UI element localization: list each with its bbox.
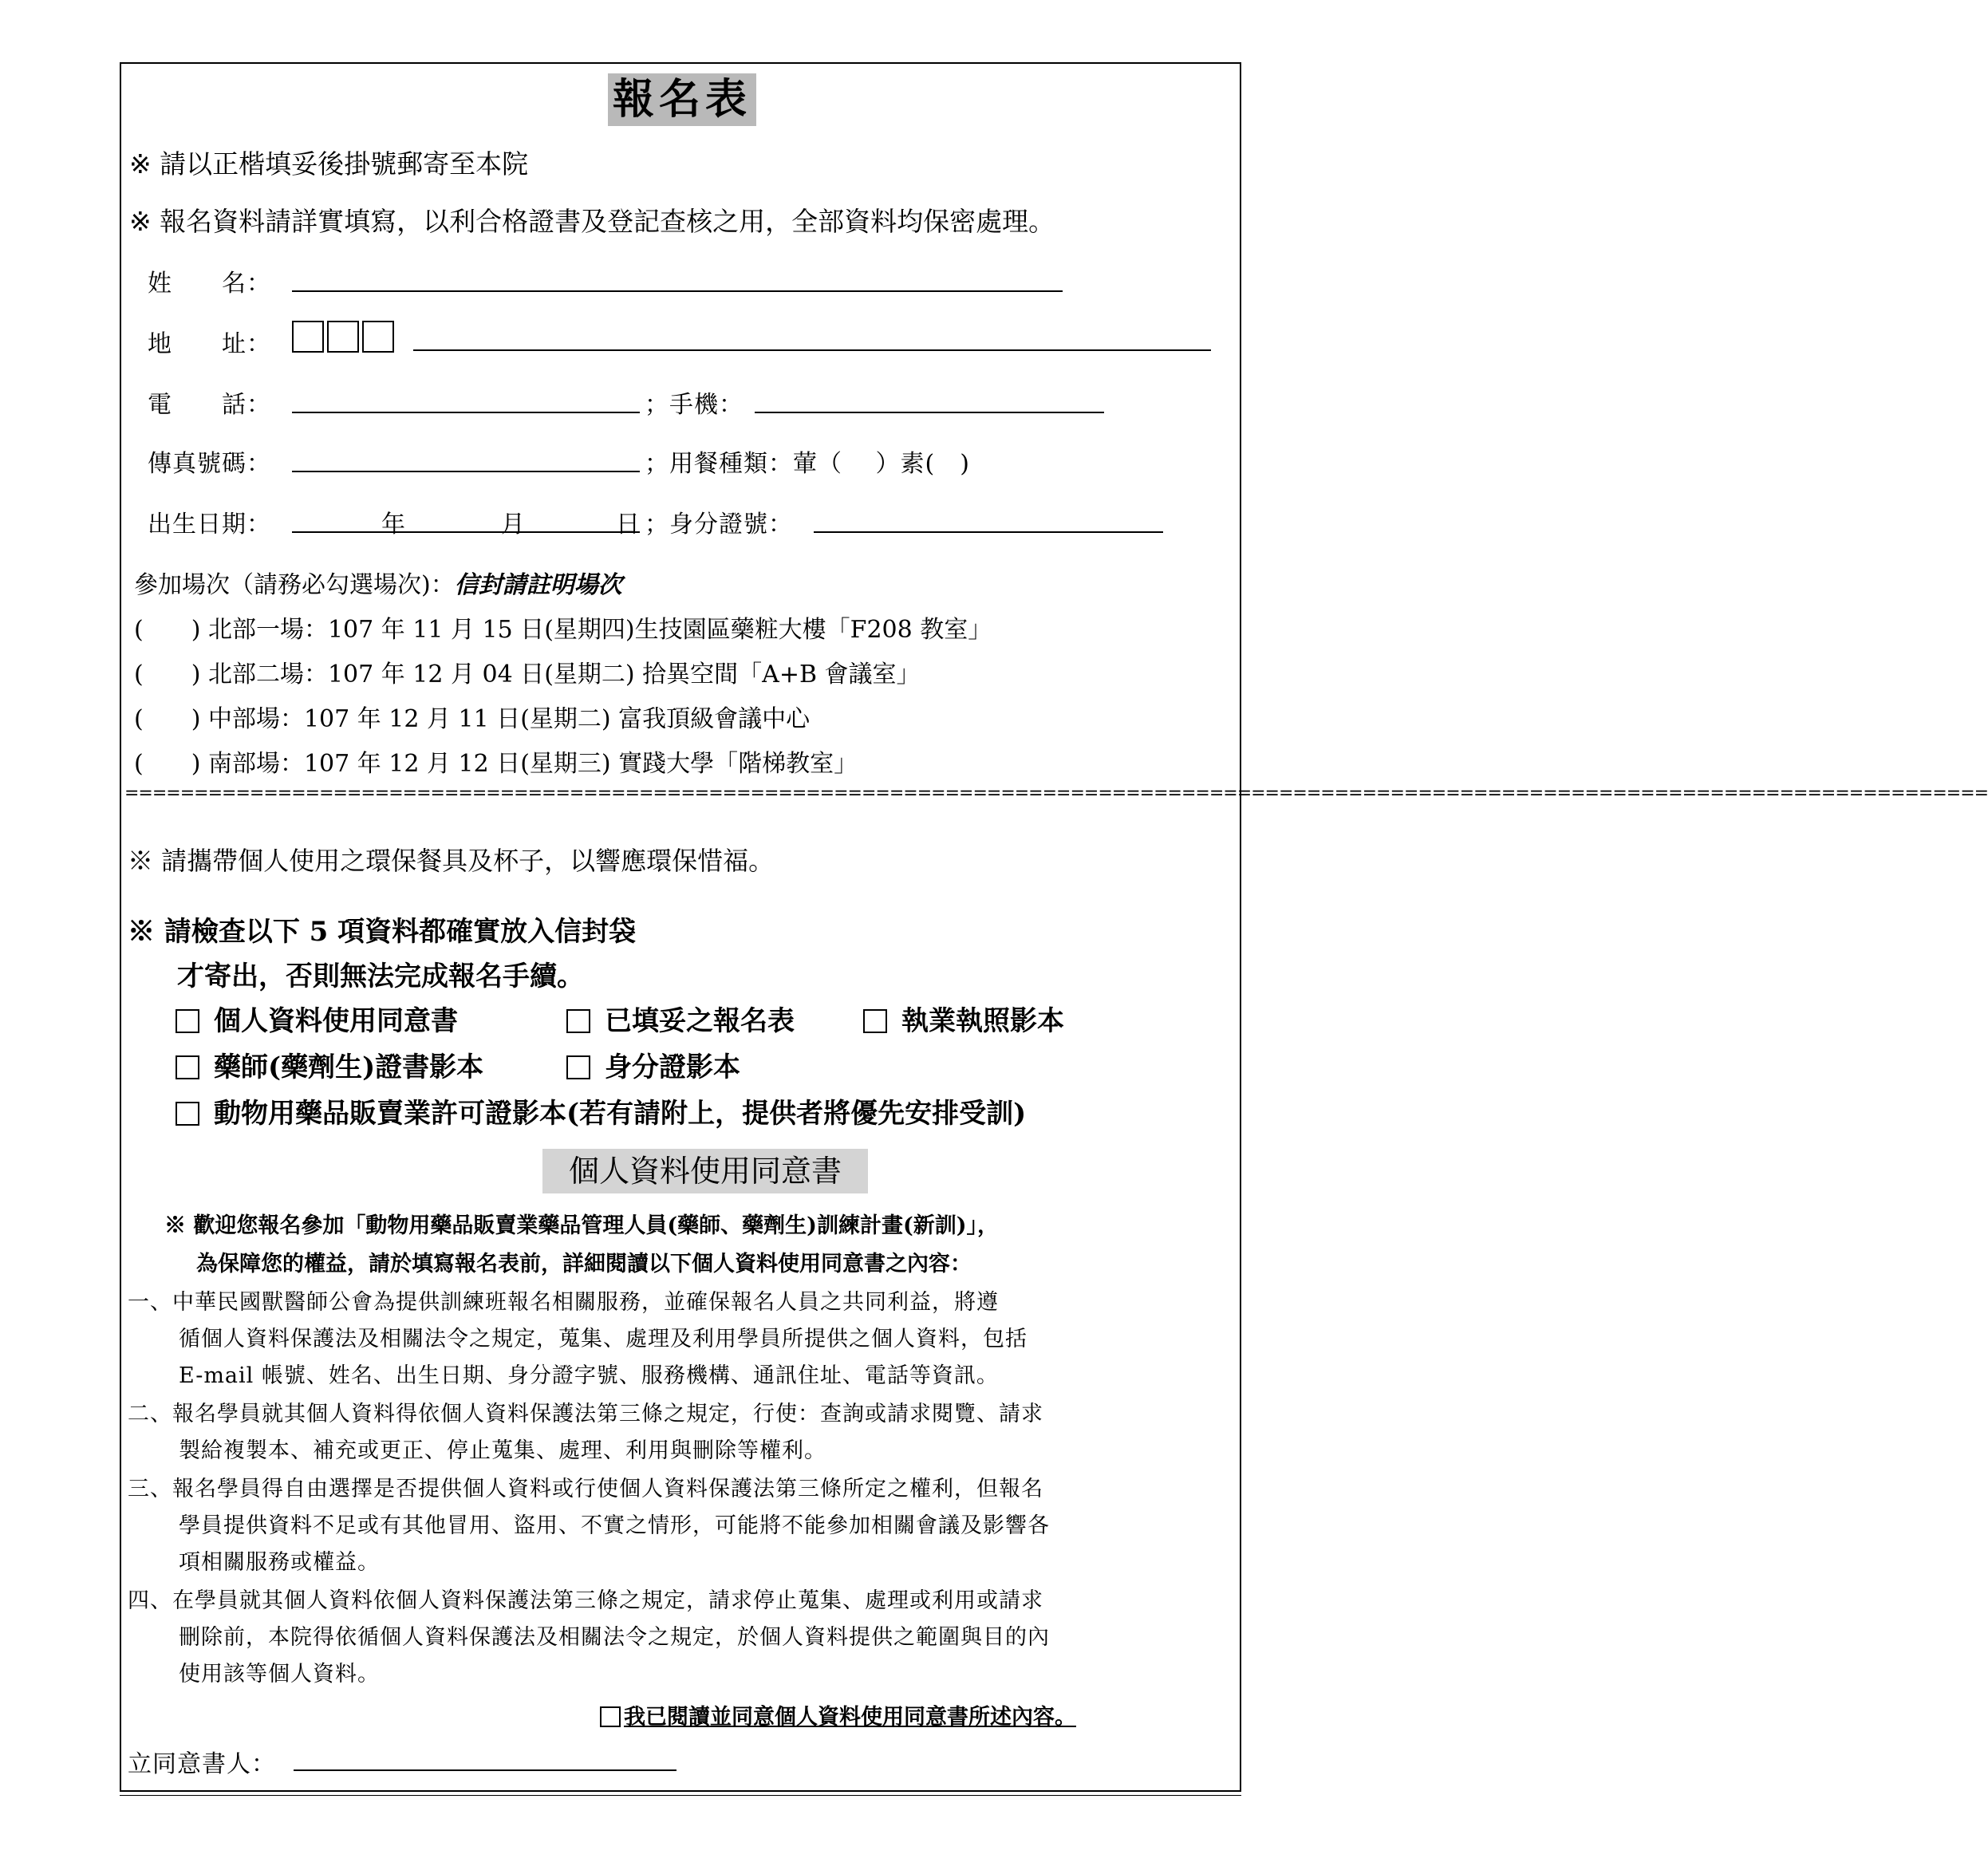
checklist-certificate[interactable] xyxy=(176,1045,483,1084)
session-central[interactable]: ( ) 中部場：107 年 12 月 11 日(星期二) 富我頂級會議中心 xyxy=(134,705,811,733)
checkbox[interactable] xyxy=(863,1009,887,1033)
checklist-permit[interactable] xyxy=(176,1091,1026,1130)
check-reminder-1: ※ 請檢查以下 5 項資料都確實放入信封袋 xyxy=(128,916,637,948)
birth-day-unit: 日 xyxy=(616,511,641,538)
checklist-label: 藥師(藥劑生)證書影本 xyxy=(214,1051,484,1083)
agree-label: 我已閱讀並同意個人資料使用同意書所述內容。 xyxy=(624,1705,1076,1730)
consent-p4-line2: 刪除前，本院得依循個人資料保護法及相關法令之規定，於個人資料提供之範圍與目的內 xyxy=(179,1625,1050,1650)
consent-p3-line3: 項相關服務或權益。 xyxy=(179,1550,380,1575)
checkbox[interactable] xyxy=(566,1055,590,1079)
signer-label: 立同意書人： xyxy=(128,1750,276,1778)
checklist-label: 執業執照影本 xyxy=(901,1005,1064,1037)
consent-p4-line1: 四、在學員就其個人資料依個人資料保護法第三條之規定，請求停止蒐集、處理或利用或請求 xyxy=(128,1588,1043,1613)
consent-p1-line2: 循個人資料保護法及相關法令之規定，蒐集、處理及利用學員所提供之個人資料，包括 xyxy=(179,1327,1028,1351)
consent-intro-1: ※ 歡迎您報名參加「動物用藥品販賣業藥品管理人員(藥師、藥劑生)訓練計畫(新訓)」， xyxy=(164,1213,999,1238)
consent-p3-line2: 學員提供資料不足或有其他冒用、盜用、不實之情形，可能將不能參加相關會議及影響各 xyxy=(179,1513,1050,1538)
id-field[interactable] xyxy=(814,531,1163,533)
session-prompt-emphasis: 信封請註明場次 xyxy=(454,571,622,599)
consent-p1-line1: 一、中華民國獸醫師公會為提供訓練班報名相關服務，並確保報名人員之共同利益，將遵 xyxy=(128,1290,999,1315)
zip-box-1[interactable] xyxy=(292,321,324,353)
agree-checkbox[interactable] xyxy=(600,1706,621,1727)
note-mailing: ※ 請以正楷填妥後掛號郵寄至本院 xyxy=(129,148,529,179)
consent-p4-line3: 使用該等個人資料。 xyxy=(179,1662,380,1687)
name-label: 姓 名： xyxy=(148,270,271,298)
session-south[interactable]: ( ) 南部場：107 年 12 月 12 日(星期三) 實踐大學「階梯教室」 xyxy=(134,750,858,778)
birth-year-unit: 年 xyxy=(381,511,406,538)
note-privacy: ※ 報名資料請詳實填寫，以利合格證書及登記查核之用，全部資料均保密處理。 xyxy=(129,206,1055,237)
checklist-label: 身分證影本 xyxy=(605,1051,740,1083)
form-title: 報名表 xyxy=(608,73,756,126)
checkbox[interactable] xyxy=(176,1055,199,1079)
session-north-1[interactable]: ( ) 北部一場：107 年 11 月 15 日(星期四)生技園區藥粧大樓「F208 教室」 xyxy=(134,616,992,644)
birth-field[interactable] xyxy=(292,531,640,533)
mobile-label: ；手機： xyxy=(645,391,744,419)
fax-label: 傳真號碼： xyxy=(148,450,271,478)
birth-month-unit: 月 xyxy=(501,511,526,538)
checklist-label: 動物用藥品販賣業許可證影本(若有請附上，提供者將優先安排受訓) xyxy=(214,1098,1027,1130)
checklist-consent[interactable] xyxy=(176,999,458,1038)
session-prompt-text: 參加場次（請務必勾選場次)： xyxy=(134,571,455,599)
phone-field[interactable] xyxy=(292,412,640,413)
checkbox[interactable] xyxy=(566,1009,590,1033)
zip-box-3[interactable] xyxy=(362,321,394,353)
meal-label[interactable]: ；用餐種類：葷（ ）素( ) xyxy=(645,450,970,478)
form-bottom-rule xyxy=(120,1795,1241,1796)
birth-label: 出生日期： xyxy=(148,511,271,538)
session-north-2[interactable]: ( ) 北部二場：107 年 12 月 04 日(星期二) 拾異空間「A+B 會議室」 xyxy=(134,661,921,688)
consent-p2-line1: 二、報名學員就其個人資料得依個人資料保護法第三條之規定，行使：查詢或請求閱覽、請求 xyxy=(128,1402,1043,1426)
check-reminder-2: 才寄出，否則無法完成報名手續。 xyxy=(177,961,584,992)
consent-title: 個人資料使用同意書 xyxy=(542,1149,868,1193)
consent-p3-line1: 三、報名學員得自由選擇是否提供個人資料或行使個人資料保護法第三條所定之權利，但報名 xyxy=(128,1477,1043,1501)
checkbox[interactable] xyxy=(176,1102,199,1126)
checklist-label: 個人資料使用同意書 xyxy=(214,1005,458,1037)
address-label: 地 址： xyxy=(148,330,271,358)
address-field[interactable] xyxy=(413,349,1211,351)
checklist-license[interactable] xyxy=(863,999,1064,1038)
separator: ====================================================================================================================================== xyxy=(124,783,1988,803)
consent-p1-line3: E-mail 帳號、姓名、出生日期、身分證字號、服務機構、通訊住址、電話等資訊。 xyxy=(179,1363,999,1388)
checklist-form[interactable] xyxy=(566,999,795,1038)
zip-box-2[interactable] xyxy=(327,321,359,353)
checkbox[interactable] xyxy=(176,1009,199,1033)
consent-p2-line2: 製給複製本、補充或更正、停止蒐集、處理、利用與刪除等權利。 xyxy=(179,1438,826,1463)
id-label: ；身分證號： xyxy=(645,511,793,538)
fax-field[interactable] xyxy=(292,471,640,472)
eco-reminder: ※ 請攜帶個人使用之環保餐具及杯子，以響應環保惜福。 xyxy=(128,846,775,876)
phone-label: 電 話： xyxy=(148,391,271,419)
mobile-field[interactable] xyxy=(755,412,1104,413)
agree-statement[interactable] xyxy=(600,1699,1076,1730)
checklist-id[interactable] xyxy=(566,1045,740,1084)
session-prompt xyxy=(134,565,622,600)
consent-intro-2: 為保障您的權益，請於填寫報名表前，詳細閱讀以下個人資料使用同意書之內容： xyxy=(196,1252,972,1276)
name-field[interactable] xyxy=(292,290,1063,292)
signer-field[interactable] xyxy=(294,1769,676,1771)
checklist-label: 已填妥之報名表 xyxy=(605,1005,795,1037)
